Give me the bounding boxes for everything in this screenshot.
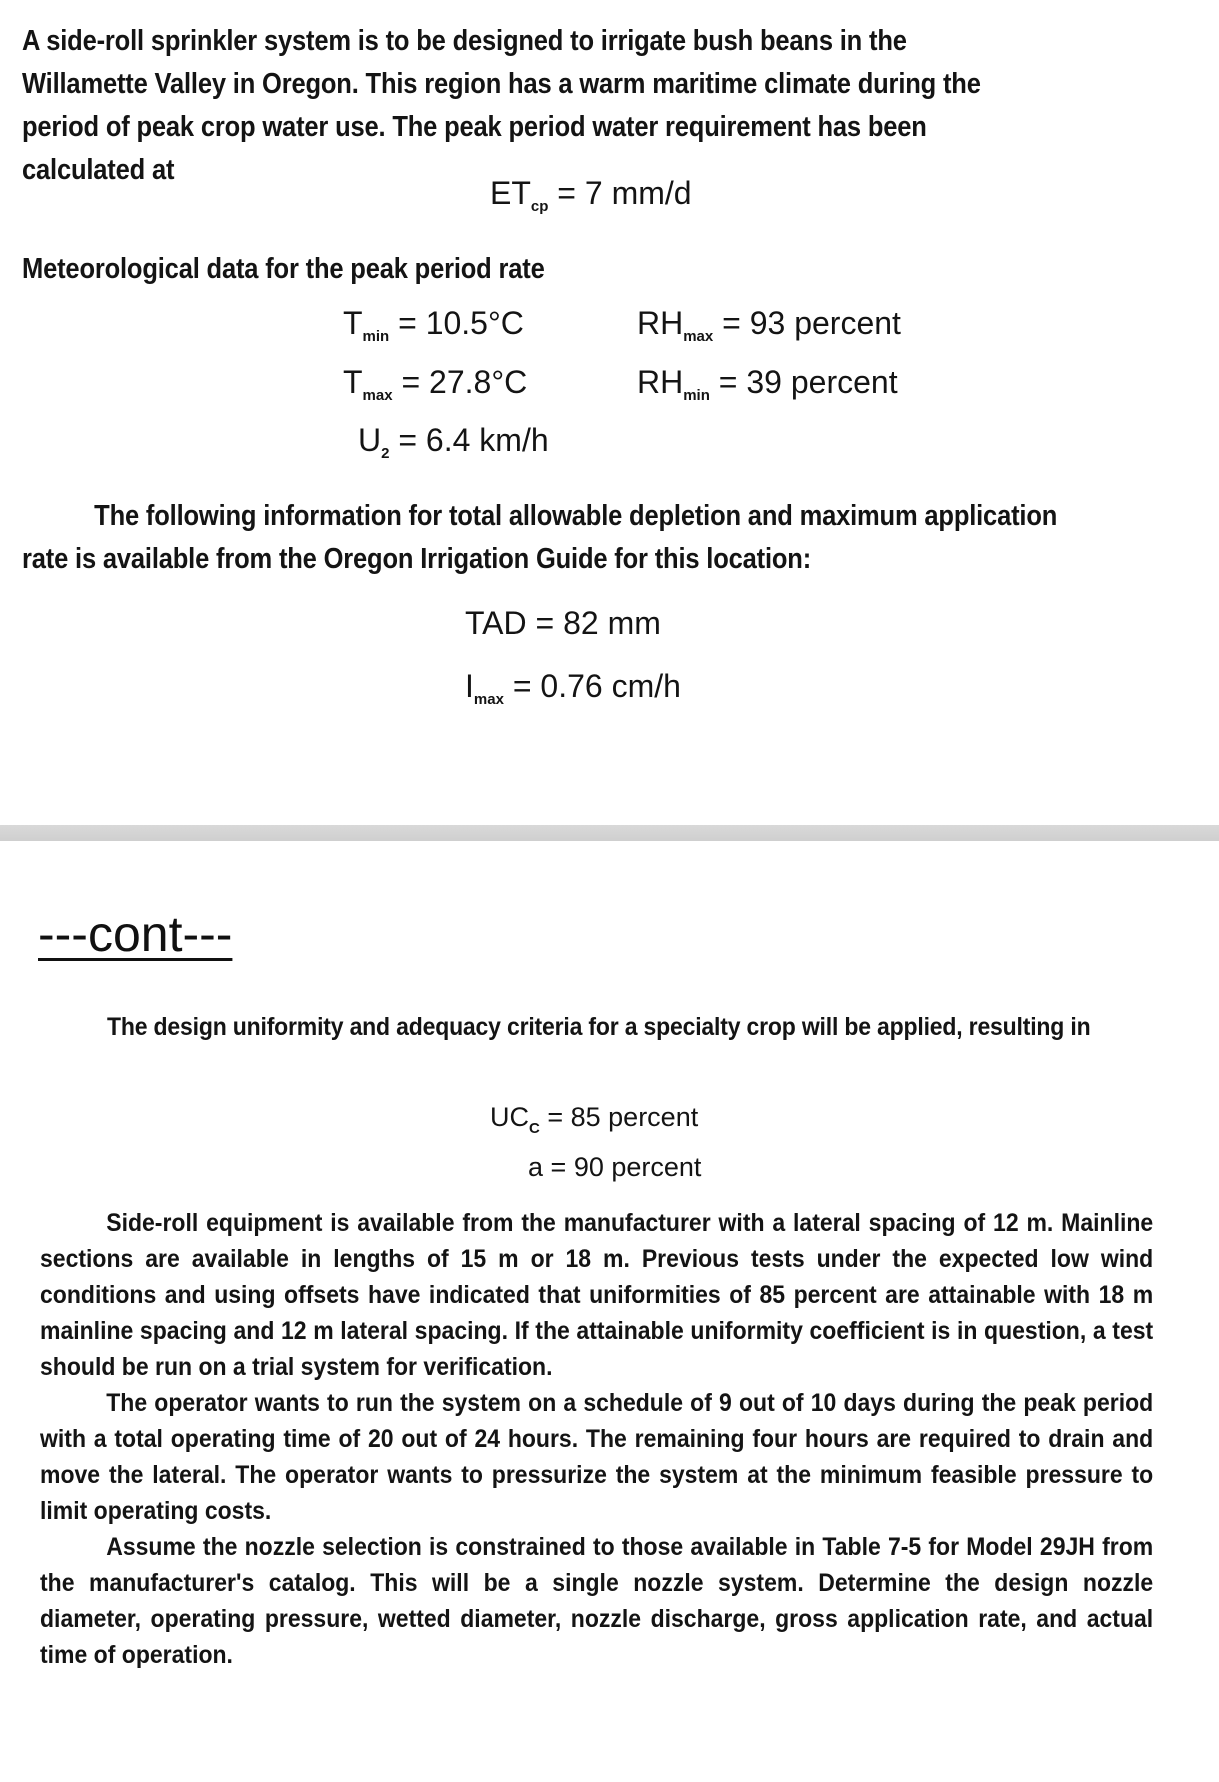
imax-equation	[465, 668, 681, 708]
section-divider	[0, 825, 1219, 841]
et-value: = 7 mm/d	[557, 175, 692, 211]
intro-paragraph: A side-roll sprinkler system is to be designed to irrigate bush beans in the Willamette Valley in Oregon. This region has a warm maritime climate during the period of peak crop water use. The peak period water requirement has been calculated at	[22, 25, 981, 186]
ucc-subscript: C	[529, 1120, 540, 1137]
guide-paragraph: The following information for total allowable depletion and maximum application rate is available from the Oregon Irrigation Guide for this location:	[22, 500, 1058, 575]
assumption-paragraph: Assume the nozzle selection is constrained to those available in Table 7-5 for Model 29JH from the manufacturer's catalog. This will be a single nozzle system. Determine the design nozzle diameter, operating pressure, wetted diameter, nozzle discharge, gross application rate, and actual time of operation.	[40, 1533, 1154, 1669]
tmin-subscript: min	[362, 328, 390, 345]
tad-value: = 82 mm	[535, 605, 661, 641]
et-subscript: cp	[530, 198, 549, 215]
ucc-equation	[490, 1102, 698, 1137]
tmax-subscript: max	[362, 387, 393, 404]
imax-symbol: I	[465, 668, 474, 704]
criteria-paragraph: The design uniformity and adequacy criteria for a specialty crop will be applied, resulting in	[107, 1013, 1091, 1041]
tmin-symbol: T	[343, 305, 363, 341]
rhmin-symbol: RH	[637, 364, 684, 400]
tad-label: TAD	[465, 605, 527, 641]
adequacy-label: a	[528, 1152, 544, 1182]
tmax-equation	[343, 364, 527, 404]
operator-paragraph: The operator wants to run the system on a schedule of 9 out of 10 days during the peak period with a total operating time of 20 out of 24 hours. The remaining four hours are required to drain and move the lateral. The operator wants to pressurize the system at the minimum feasible pressure to limit operating costs.	[40, 1389, 1154, 1525]
rhmax-symbol: RH	[637, 305, 684, 341]
ucc-symbol: UC	[490, 1102, 529, 1132]
rhmax-equation	[637, 305, 901, 345]
tad-equation	[465, 605, 661, 642]
u2-equation	[358, 422, 549, 462]
problem-body	[40, 1205, 1153, 1673]
u2-subscript: 2	[381, 445, 390, 462]
adequacy-equation	[528, 1152, 701, 1183]
et-equation	[490, 175, 692, 215]
rhmin-equation	[637, 364, 898, 404]
rhmin-value: = 39 percent	[718, 364, 898, 400]
tmin-value: = 10.5°C	[398, 305, 524, 341]
ucc-value: = 85 percent	[547, 1102, 699, 1132]
continuation-label: ---cont---	[38, 906, 233, 962]
u2-symbol: U	[358, 422, 382, 458]
rhmax-value: = 93 percent	[722, 305, 901, 341]
rhmax-subscript: max	[683, 328, 714, 345]
tmax-symbol: T	[343, 364, 363, 400]
equipment-paragraph: Side-roll equipment is available from the manufacturer with a lateral spacing of 12 m. Mainline sections are available in lengths of 15 m or 18 m. Previous tests under the expected low wind conditions and using offsets have indicated that uniformities of 85 percent are attainable with 18 m mainline spacing and 12 m lateral spacing. If the attainable uniformity coefficient is in question, a test should be run on a trial system for verification.	[40, 1209, 1154, 1381]
rhmin-subscript: min	[683, 387, 710, 404]
adequacy-value: = 90 percent	[550, 1152, 702, 1182]
scanned-page-top	[0, 0, 1219, 825]
imax-subscript: max	[473, 691, 504, 708]
meteorological-heading: Meteorological data for the peak period rate	[22, 253, 545, 285]
et-symbol: ET	[490, 175, 531, 211]
u2-value: = 6.4 km/h	[398, 422, 549, 458]
tmax-value: = 27.8°C	[401, 364, 528, 400]
imax-value: = 0.76 cm/h	[512, 668, 681, 704]
tmin-equation	[343, 305, 524, 345]
